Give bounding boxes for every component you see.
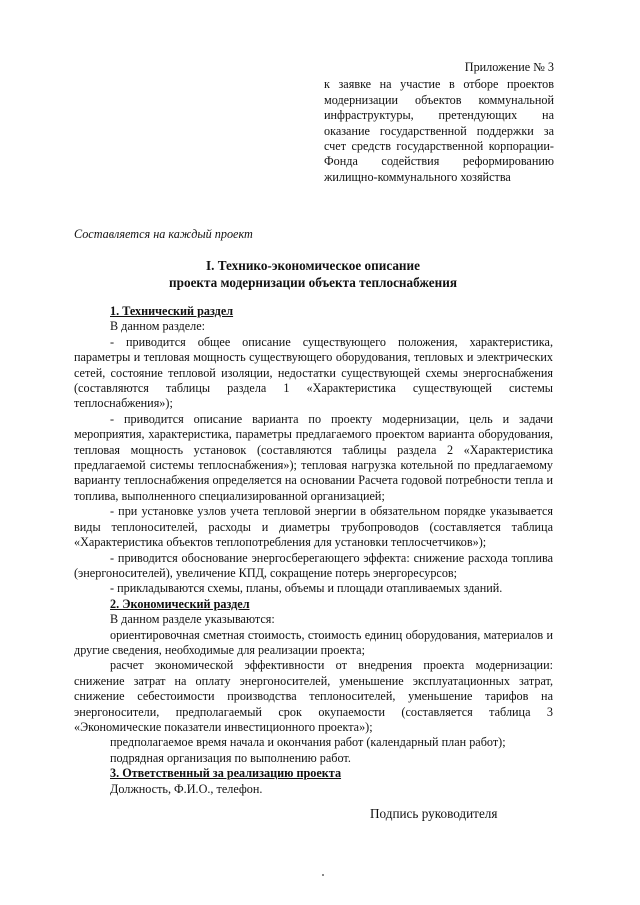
appendix-text: к заявке на участие в отборе проектов модернизации объектов коммунальной инфраструктуры, претендующих на оказание государственной поддержки за счет средств государственной корпорации-Фонда содействия реформированию жилищно-коммунального хозяйства xyxy=(324,77,554,184)
document-body xyxy=(74,304,553,797)
paragraph: - приводится общее описание существующего положения, характеристика, параметры и тепловая мощность существующего оборудования, тепловых и электрических сетей, состояние тепловой изоляции, недостатки существующей схемы энергоснабжения (составляются таблицы раздела 1 «Характеристика существующей системы теплоснабжения»); xyxy=(74,334,553,411)
paragraph: - приводится описание варианта по проекту модернизации, цель и задачи мероприятия, характеристика, параметры предлагаемого проектом варианта оборудования, тепловая мощность установок (составляются таблицы раздела 2 «Характеристика предлагаемой системы теплоснабжения»); тепловая нагрузка котельной по предлагаемому варианту теплоснабжения определяется на основании Расчета годовой потребности тепла и топлива, выполненного специализированной организацией; xyxy=(74,411,553,503)
paragraph: - при установке узлов учета тепловой энергии в обязательном порядке указывается виды теплоносителей, расходы и диаметры трубопроводов (составляется таблица «Характеристика объектов теплопотребления для установки теплосчетчиков»); xyxy=(74,504,553,550)
paragraph: - прикладываются схемы, планы, объемы и площади отапливаемых зданий. xyxy=(110,581,503,596)
section-intro-econ: В данном разделе указываются: xyxy=(110,612,275,627)
paragraph: подрядная организация по выполнению работ. xyxy=(110,750,351,765)
scan-speck xyxy=(322,874,324,876)
section-heading-tech: 1. Технический раздел xyxy=(110,304,234,318)
paragraph: ориентировочная сметная стоимость, стоимость единиц оборудования, материалов и другие сведения, необходимые для реализации проекта; xyxy=(74,627,553,657)
note-text: Составляется на каждый проект xyxy=(74,227,253,241)
section-heading-econ: 2. Экономический раздел xyxy=(110,596,250,611)
paragraph: расчет экономической эффективности от внедрения проекта модернизации: снижение затрат на оплату энергоносителей, уменьшение эксплуатационных затрат, снижение себестоимости производства теплоносителей, уменьшение тарифов на энергоносители, предполагаемый срок окупаемости (составляется таблица 3 «Экономические показатели инвестиционного проекта»); xyxy=(74,658,553,734)
section-heading-resp: 3. Ответственный за реализацию проекта xyxy=(110,766,342,781)
appendix-number: Приложение № 3 xyxy=(464,60,554,74)
section-text-resp: Должность, Ф.И.О., телефон. xyxy=(110,781,263,796)
section-intro-tech: В данном разделе: xyxy=(110,319,206,334)
paragraph: предполагаемое время начала и окончания работ (календарный план работ); xyxy=(110,735,506,750)
title-line-2: проекта модернизации объекта теплоснабжения xyxy=(169,274,457,290)
paragraph: - приводится обоснование энергосберегающего эффекта: снижение расхода топлива (энергоносителей), увеличение КПД, сокращение потерь энергоресурсов; xyxy=(74,550,553,580)
title-line-1: I. Технико-экономическое описание xyxy=(206,258,420,273)
appendix-block xyxy=(324,60,554,185)
signature-label: Подпись руководителя xyxy=(370,806,498,821)
document-title xyxy=(74,258,552,292)
